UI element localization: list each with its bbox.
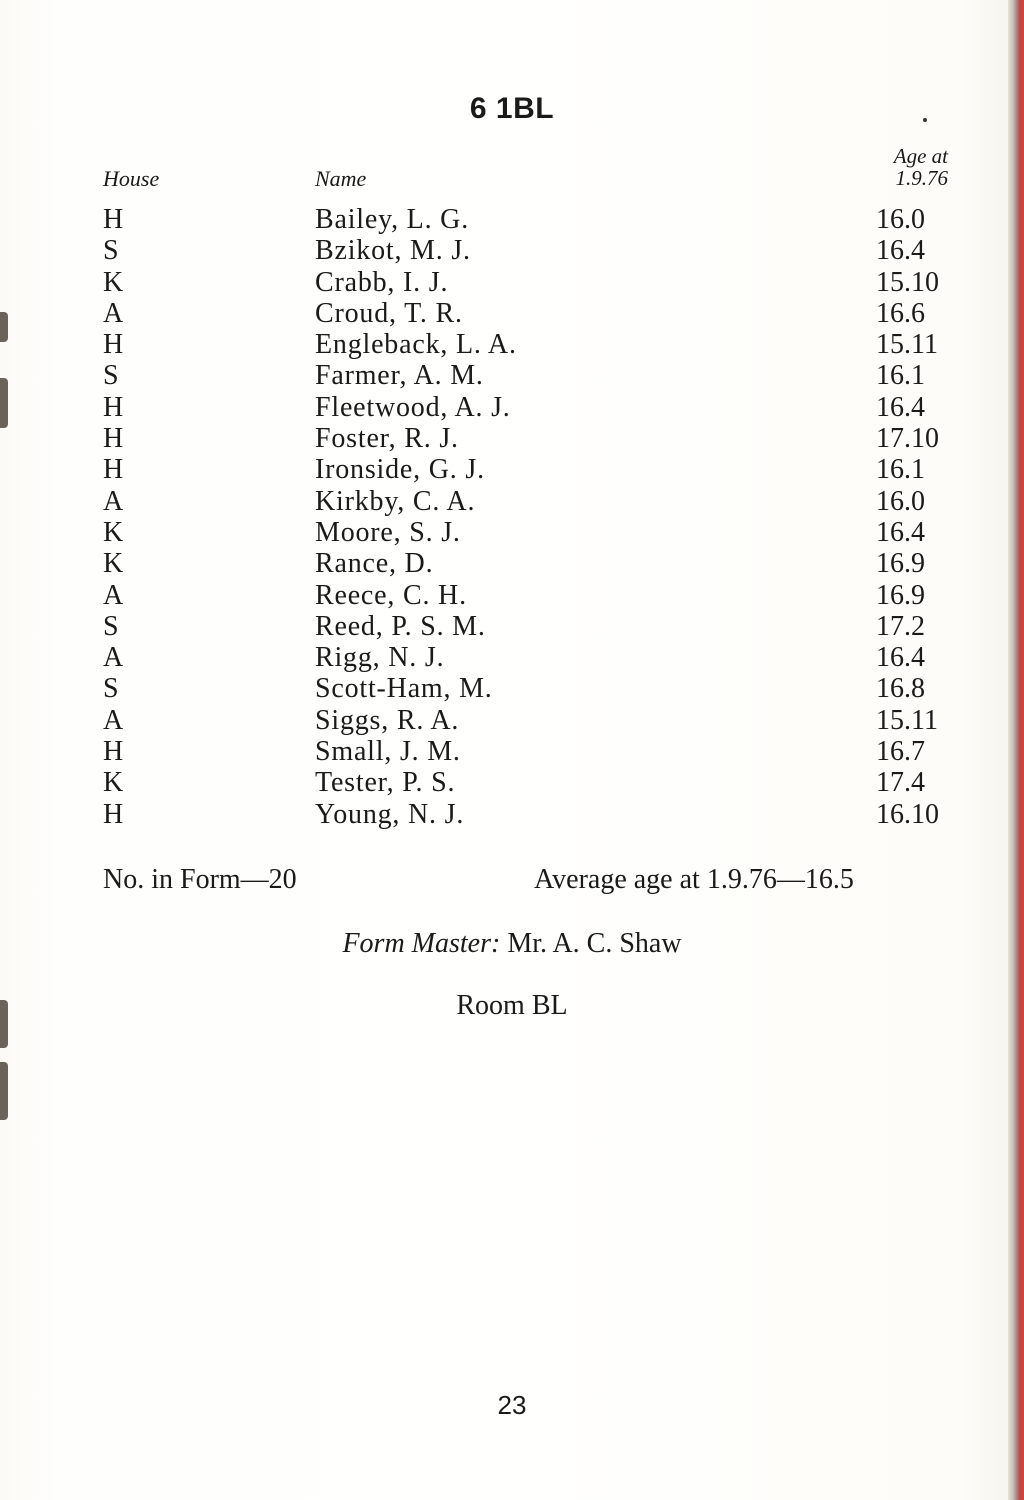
student-row (0, 736, 1024, 767)
student-name: Tester, P. S. (315, 767, 456, 799)
student-age: 17.4 (876, 767, 925, 799)
student-age: 16.1 (876, 360, 925, 392)
student-age: 16.0 (876, 204, 925, 235)
student-name: Fleetwood, A. J. (315, 391, 511, 423)
column-header-age-line1: Age at (893, 144, 948, 168)
student-house: H (103, 736, 124, 768)
student-row (0, 767, 1024, 798)
student-row (0, 329, 1024, 360)
student-house: S (103, 360, 119, 392)
student-house: S (103, 673, 119, 705)
student-age: 17.10 (876, 423, 939, 455)
student-house: A (103, 485, 124, 517)
staple-mark (0, 1062, 8, 1120)
student-house: H (103, 798, 124, 830)
student-row (0, 392, 1024, 423)
student-name: Bailey, L. G. (315, 204, 469, 235)
student-row (0, 580, 1024, 611)
student-name: Ironside, G. J. (315, 454, 485, 486)
student-name: Moore, S. J. (315, 516, 461, 548)
student-row (0, 204, 1024, 235)
student-name: Rance, D. (315, 548, 434, 580)
student-house: K (103, 266, 124, 298)
student-age: 16.4 (876, 391, 925, 423)
student-row (0, 235, 1024, 266)
form-master-name: Mr. A. C. Shaw (507, 928, 682, 959)
student-house: A (103, 642, 124, 674)
student-age: 15.11 (876, 704, 938, 736)
student-row (0, 705, 1024, 736)
student-row (0, 548, 1024, 579)
student-house: K (103, 516, 124, 548)
student-name: Foster, R. J. (315, 423, 459, 455)
student-age: 16.10 (876, 798, 939, 830)
form-count: No. in Form—20 (103, 864, 297, 895)
page-number: 23 (497, 1390, 527, 1420)
student-row (0, 611, 1024, 642)
student-house: A (103, 704, 124, 736)
student-name: Kirkby, C. A. (315, 485, 476, 517)
student-name: Farmer, A. M. (315, 360, 484, 392)
student-house: H (103, 454, 124, 486)
column-header-name: Name (315, 166, 367, 191)
student-house: H (103, 204, 124, 235)
student-house: H (103, 391, 124, 423)
student-age: 16.4 (876, 235, 925, 267)
student-row (0, 360, 1024, 391)
student-row (0, 673, 1024, 704)
column-header-age (894, 145, 948, 189)
student-house: H (103, 423, 124, 455)
student-age: 16.0 (876, 485, 925, 517)
student-house: S (103, 235, 119, 267)
student-name: Crabb, I. J. (315, 266, 449, 298)
student-row (0, 642, 1024, 673)
student-age: 16.9 (876, 579, 925, 611)
student-name: Reed, P. S. M. (315, 610, 486, 642)
student-house: A (103, 297, 124, 329)
student-age: 16.9 (876, 548, 925, 580)
student-name: Bzikot, M. J. (315, 235, 471, 267)
student-name: Reece, C. H. (315, 579, 467, 611)
student-row (0, 517, 1024, 548)
student-name: Croud, T. R. (315, 297, 463, 329)
student-name: Siggs, R. A. (315, 704, 460, 736)
student-age: 16.4 (876, 642, 925, 674)
ink-dot (923, 118, 927, 122)
room-label: Room BL (456, 990, 568, 1021)
average-age: Average age at 1.9.76—16.5 (534, 864, 854, 895)
student-house: H (103, 329, 124, 361)
student-name: Scott-Ham, M. (315, 673, 493, 705)
student-age: 16.8 (876, 673, 925, 705)
student-age: 15.10 (876, 266, 939, 298)
column-header-age-line2: 1.9.76 (895, 166, 948, 190)
student-age: 16.6 (876, 297, 925, 329)
student-row (0, 486, 1024, 517)
student-row (0, 454, 1024, 485)
student-age: 16.7 (876, 736, 925, 768)
student-house: K (103, 548, 124, 580)
student-house: S (103, 610, 119, 642)
student-name: Young, N. J. (315, 798, 465, 830)
student-row (0, 799, 1024, 830)
page-title: 6 1BL (469, 92, 555, 125)
student-row (0, 423, 1024, 454)
student-name: Small, J. M. (315, 736, 461, 768)
student-age: 16.4 (876, 516, 925, 548)
form-master (0, 928, 1024, 960)
student-row (0, 298, 1024, 329)
form-master-label: Form Master: (342, 928, 501, 959)
student-house: A (103, 579, 124, 611)
column-header-house: House (103, 166, 160, 191)
student-list (0, 204, 1024, 830)
student-age: 16.1 (876, 454, 925, 486)
student-name: Rigg, N. J. (315, 642, 445, 674)
student-house: K (103, 767, 124, 799)
student-row (0, 267, 1024, 298)
student-age: 17.2 (876, 610, 925, 642)
student-name: Engleback, L. A. (315, 329, 517, 361)
student-age: 15.11 (876, 329, 938, 361)
